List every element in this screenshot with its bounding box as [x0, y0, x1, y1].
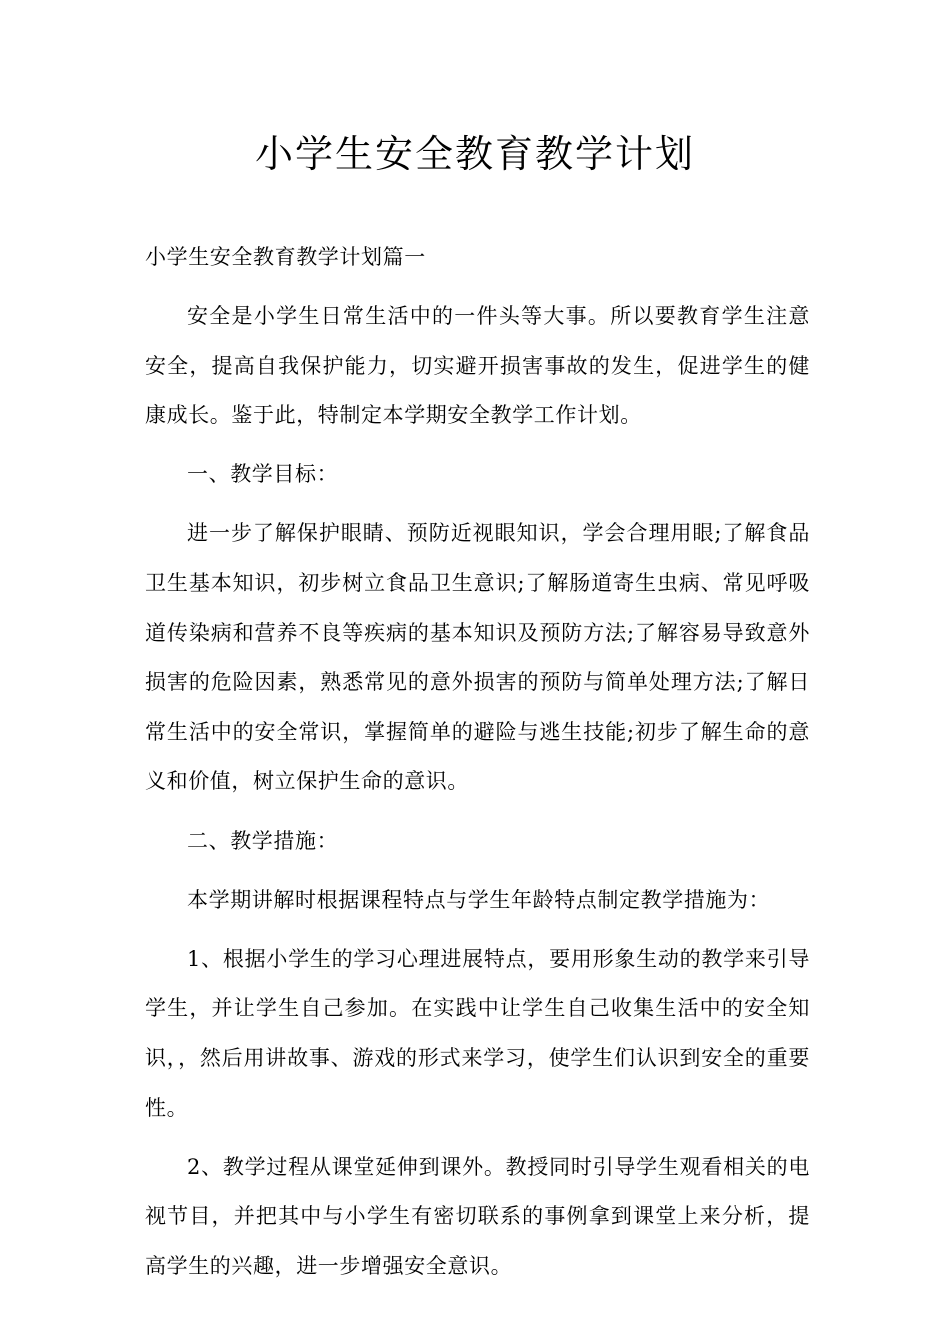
- section-heading: 小学生安全教育教学计划篇一: [145, 245, 426, 269]
- paragraph-measure-1: 1、根据小学生的学习心理进展特点，要用形象生动的教学来引导学生，并让学生自己参加。在实践中让学生自己收集生活中的安全知识，，然后用讲故事、游戏的形式来学习，使学生们认识到安全的重要性。: [145, 946, 810, 1120]
- paragraph-intro: 安全是小学生日常生活中的一件头等大事。所以要教育学生注意安全，提高自我保护能力，切实避开损害事故的发生，促进学生的健康成长。鉴于此，特制定本学期安全教学工作计划。: [145, 304, 810, 428]
- paragraph-teaching-goals: 进一步了解保护眼睛、预防近视眼知识，学会合理用眼;了解食品卫生基本知识，初步树立食品卫生意识;了解肠道寄生虫病、常见呼吸道传染病和营养不良等疾病的基本知识及预防方法;了解容易导致意外损害的危险因素，熟悉常见的意外损害的预防与简单处理方法;了解日常生活中的安全常识，掌握简单的避险与逃生技能;初步了解生命的意义和价值，树立保护生命的意识。: [145, 521, 810, 794]
- heading-teaching-measures: 二、教学措施：: [187, 828, 339, 853]
- paragraph-measure-2: 2、教学过程从课堂延伸到课外。教授同时引导学生观看相关的电视节目，并把其中与小学生有密切联系的事例拿到课堂上来分析，提高学生的兴趣，进一步增强安全意识。: [145, 1154, 810, 1278]
- document-title: 小学生安全教育教学计划: [254, 132, 695, 176]
- heading-teaching-goals: 一、教学目标：: [187, 462, 339, 487]
- paragraph-measures-intro: 本学期讲解时根据课程特点与学生年龄特点制定教学措施为：: [187, 887, 771, 912]
- document-body: [145, 233, 810, 1301]
